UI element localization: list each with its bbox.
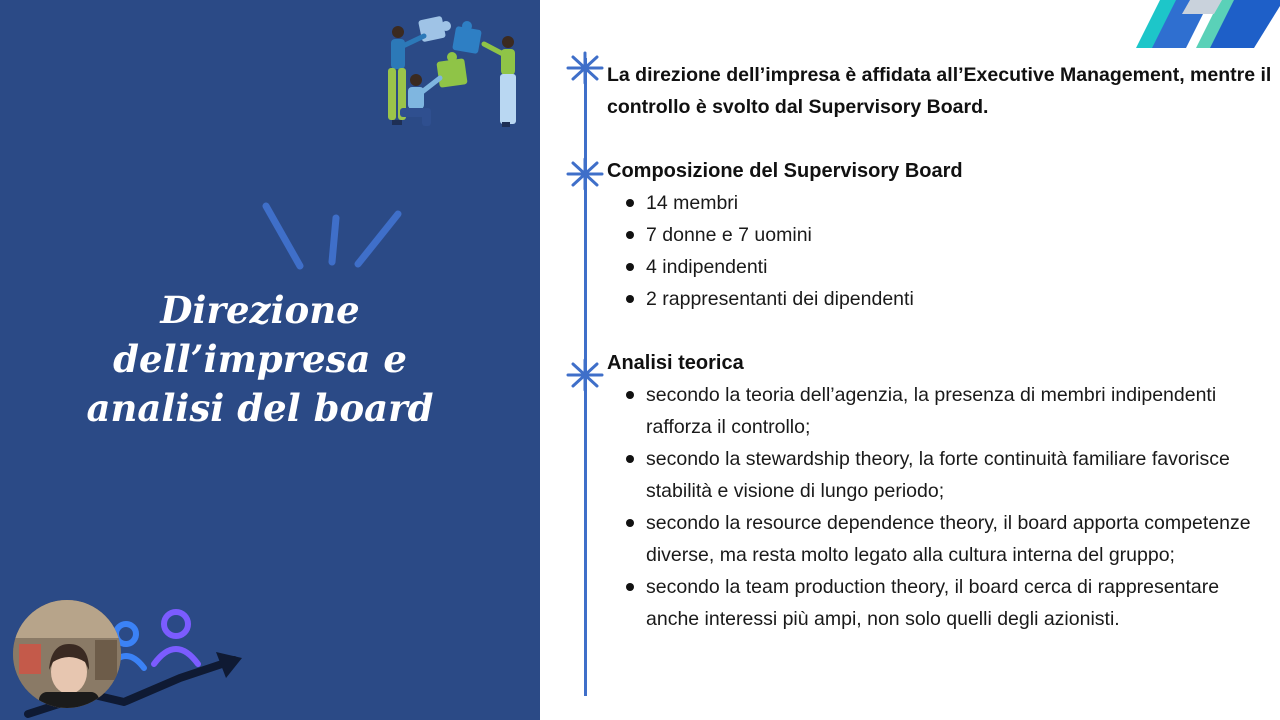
presenter-avatar <box>13 600 121 708</box>
asterisk-star-icon <box>565 358 605 392</box>
list-item: 4 indipendenti <box>646 251 1280 283</box>
analysis-list <box>607 379 1266 635</box>
list-item: secondo la team production theory, il board cerca di rappresentare anche interessi più ampi, non solo quelli degli azionisti. <box>646 571 1266 635</box>
intro-text: La direzione dell’impresa è affidata all’Executive Management, mentre il controllo è svolto dal Supervisory Board. <box>607 64 1272 118</box>
section-heading-composition: Composizione del Supervisory Board <box>607 160 963 182</box>
list-item: 14 membri <box>646 187 1280 219</box>
asterisk-star-icon <box>565 51 605 85</box>
list-item: secondo la resource dependence theory, il board apporta competenze diverse, ma resta molto legato alla cultura interna del gruppo; <box>646 507 1266 571</box>
list-item: 2 rappresentanti dei dipendenti <box>646 283 1280 315</box>
section-heading-analysis: Analisi teorica <box>607 352 744 374</box>
presenter-webcam <box>13 600 121 708</box>
corner-logo-icon <box>1130 0 1280 50</box>
list-item: secondo la stewardship theory, la forte continuità familiare favorisce stabilità e visione di lungo periodo; <box>646 443 1266 507</box>
composition-list <box>607 187 1280 315</box>
list-item: 7 donne e 7 uomini <box>646 219 1280 251</box>
list-item: secondo la teoria dell’agenzia, la presenza di membri indipendenti rafforza il controllo; <box>646 379 1266 443</box>
puzzle-teamwork-illustration <box>372 10 532 134</box>
slide-title: Direzione dell’impresa e analisi del board <box>86 288 434 430</box>
title-panel <box>0 0 540 720</box>
asterisk-star-icon <box>565 157 605 191</box>
accent-strokes-icon <box>256 196 406 274</box>
